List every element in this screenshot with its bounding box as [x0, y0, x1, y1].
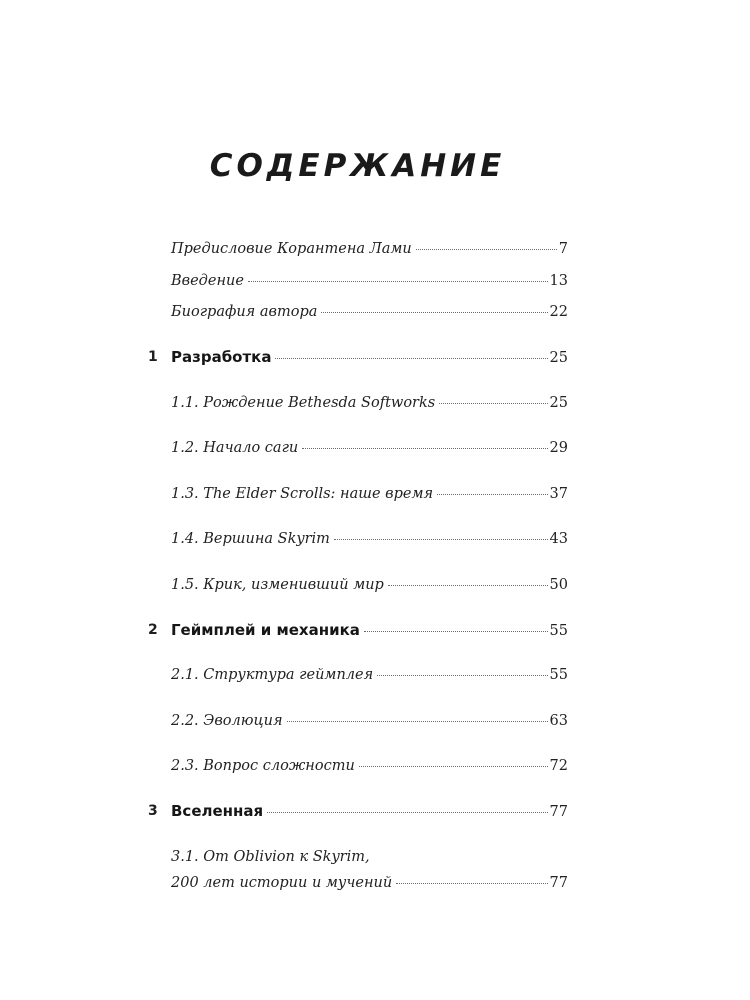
toc-entry-page: 50 [549, 577, 568, 593]
toc-entry-page: 72 [549, 758, 568, 774]
dot-leader [364, 631, 548, 632]
toc-entry[interactable] [148, 236, 568, 262]
toc-entry-label: 1.2. Начало саги [171, 440, 299, 456]
toc-entry[interactable] [148, 390, 568, 416]
toc-entry-label: 2.2. Эволюция [171, 713, 283, 729]
toc-entry-page: 7 [558, 241, 568, 257]
dot-leader [416, 249, 557, 250]
section-number: 2 [148, 622, 158, 638]
toc-entry[interactable] [148, 481, 568, 507]
dot-leader [248, 281, 548, 282]
section-number: 3 [148, 803, 158, 819]
toc-entry-page: 43 [549, 531, 568, 547]
toc-entry[interactable] [148, 526, 568, 552]
dot-leader [396, 883, 547, 884]
toc-entry-page: 13 [549, 273, 568, 289]
section-label: Разработка [171, 348, 272, 366]
toc-entry-label: Предисловие Корантена Лами [171, 241, 412, 257]
section-label: Вселенная [171, 802, 264, 820]
dot-leader [359, 766, 548, 767]
toc-entry-label: 2.1. Структура геймплея [171, 667, 374, 683]
dot-leader [267, 812, 547, 813]
toc-entry-label: 1.5. Крик, изменивший мир [171, 577, 384, 593]
dot-leader [302, 448, 547, 449]
toc-entry-page: 25 [549, 395, 568, 411]
dot-leader [275, 358, 547, 359]
toc-entry[interactable] [148, 708, 568, 734]
toc-entry-label: Введение [171, 273, 244, 289]
toc-entry-label: 2.3. Вопрос сложности [171, 758, 355, 774]
dot-leader [439, 403, 547, 404]
dot-leader [437, 494, 547, 495]
page-title: СОДЕРЖАНИЕ [209, 148, 506, 184]
toc-entry[interactable] [148, 268, 568, 294]
toc-entry-page: 63 [549, 713, 568, 729]
toc-entry[interactable] [148, 572, 568, 598]
toc-section-2[interactable] [148, 617, 568, 643]
toc-entry-page: 29 [549, 440, 568, 456]
toc-entry[interactable] [148, 435, 568, 461]
section-page: 25 [549, 350, 568, 366]
toc-entry[interactable] [148, 299, 568, 325]
toc-entry[interactable] [148, 844, 568, 896]
dot-leader [321, 312, 547, 313]
toc-section-3[interactable] [148, 798, 568, 824]
dot-leader [287, 721, 548, 722]
dot-leader [334, 539, 548, 540]
section-label: Геймплей и механика [171, 621, 360, 639]
dot-leader [377, 675, 547, 676]
toc-entry-label-line2: 200 лет истории и мучений [171, 875, 393, 891]
toc-entry-page: 22 [549, 304, 568, 320]
toc-entry-label: 1.3. The Elder Scrolls: наше время [171, 486, 434, 502]
toc-entry-page: 37 [549, 486, 568, 502]
toc-section-1[interactable] [148, 344, 568, 370]
toc-entry-page: 77 [549, 875, 568, 891]
toc-entry-label-line1: 3.1. От Oblivion к Skyrim, [171, 849, 370, 865]
dot-leader [388, 585, 548, 586]
toc-entry-page: 55 [549, 667, 568, 683]
toc-entry[interactable] [148, 662, 568, 688]
toc-entry-label: 1.1. Рождение Bethesda Softworks [171, 395, 436, 411]
section-page: 77 [549, 804, 568, 820]
section-page: 55 [549, 623, 568, 639]
section-number: 1 [148, 349, 158, 365]
toc-entry-label: Биография автора [171, 304, 318, 320]
toc-entry-label: 1.4. Вершина Skyrim [171, 531, 330, 547]
toc-entry[interactable] [148, 753, 568, 779]
